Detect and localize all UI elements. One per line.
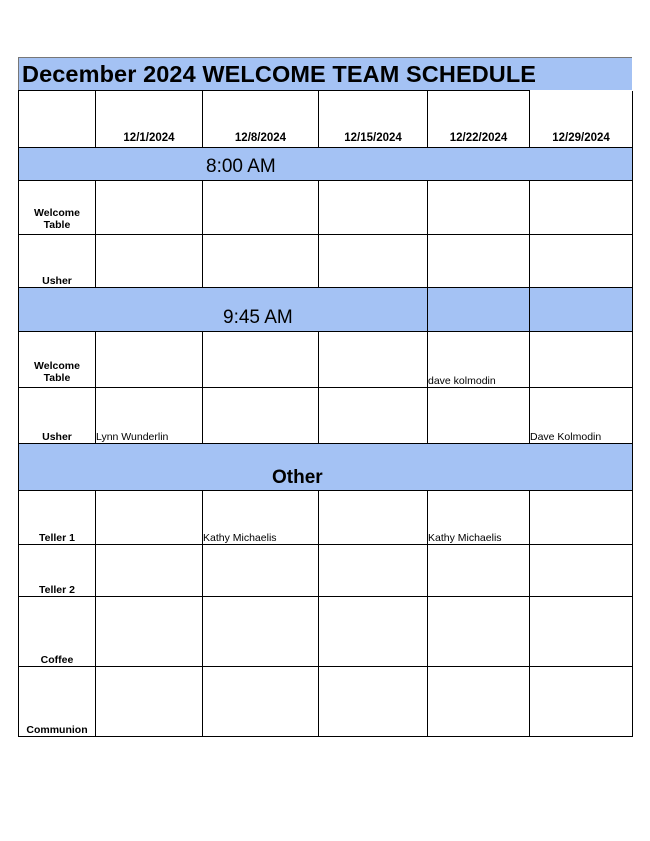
section-band <box>19 288 633 332</box>
schedule-cell[interactable] <box>319 597 428 667</box>
schedule-cell[interactable] <box>96 181 203 235</box>
schedule-cell[interactable] <box>203 235 319 288</box>
schedule-cell[interactable] <box>428 235 530 288</box>
table-row <box>19 388 633 444</box>
schedule-cell[interactable] <box>319 181 428 235</box>
schedule-cell[interactable] <box>203 667 319 737</box>
schedule-cell[interactable] <box>96 491 203 545</box>
role-label: Welcome Table <box>19 332 96 388</box>
section-band <box>19 444 633 491</box>
section-band <box>19 148 633 181</box>
schedule-cell[interactable] <box>319 667 428 737</box>
role-label: Teller 2 <box>19 545 96 597</box>
role-label: Usher <box>19 235 96 288</box>
schedule-cell[interactable] <box>428 545 530 597</box>
schedule-table <box>18 90 633 737</box>
date-header: 12/15/2024 <box>319 91 428 148</box>
section-heading: 8:00 AM <box>206 156 276 177</box>
schedule-cell[interactable] <box>530 332 633 388</box>
schedule-cell[interactable] <box>203 597 319 667</box>
table-row <box>19 181 633 235</box>
date-header: 12/8/2024 <box>203 91 319 148</box>
schedule-cell[interactable] <box>428 181 530 235</box>
section-heading: Other <box>272 467 323 488</box>
role-label: Usher <box>19 388 96 444</box>
schedule-cell[interactable]: Lynn Wunderlin <box>96 388 203 444</box>
table-row <box>19 491 633 545</box>
title-bar <box>18 57 632 90</box>
schedule-cell[interactable] <box>319 235 428 288</box>
table-row <box>19 667 633 737</box>
section-heading: 9:45 AM <box>223 307 293 328</box>
schedule-cell[interactable] <box>96 545 203 597</box>
table-row <box>19 235 633 288</box>
schedule-cell[interactable] <box>530 235 633 288</box>
schedule-cell[interactable] <box>319 388 428 444</box>
schedule-cell[interactable] <box>530 181 633 235</box>
role-label: Coffee <box>19 597 96 667</box>
table-row <box>19 545 633 597</box>
schedule-cell[interactable] <box>203 332 319 388</box>
schedule-cell[interactable] <box>203 545 319 597</box>
page-title: December 2024 WELCOME TEAM SCHEDULE <box>22 61 537 87</box>
table-row <box>19 597 633 667</box>
role-label: Teller 1 <box>19 491 96 545</box>
role-label: Communion <box>19 667 96 737</box>
date-header-row <box>19 91 633 148</box>
corner-cell <box>19 91 96 148</box>
schedule-cell[interactable] <box>530 597 633 667</box>
schedule-cell[interactable]: Kathy Michaelis <box>203 491 319 545</box>
schedule-cell[interactable] <box>428 667 530 737</box>
date-header: 12/29/2024 <box>530 91 633 148</box>
schedule-cell[interactable] <box>530 545 633 597</box>
date-header: 12/22/2024 <box>428 91 530 148</box>
schedule-cell[interactable] <box>319 491 428 545</box>
schedule-cell[interactable] <box>96 332 203 388</box>
schedule-cell[interactable] <box>428 597 530 667</box>
schedule-cell[interactable] <box>96 597 203 667</box>
role-label: Welcome Table <box>19 181 96 235</box>
schedule-cell[interactable] <box>319 332 428 388</box>
schedule-cell[interactable] <box>96 667 203 737</box>
schedule-cell[interactable]: dave kolmodin <box>428 332 530 388</box>
schedule-cell[interactable] <box>530 491 633 545</box>
schedule-cell[interactable] <box>530 667 633 737</box>
schedule-cell[interactable] <box>319 545 428 597</box>
schedule-cell[interactable] <box>428 388 530 444</box>
schedule-cell[interactable] <box>96 235 203 288</box>
date-header: 12/1/2024 <box>96 91 203 148</box>
schedule-cell[interactable]: Dave Kolmodin <box>530 388 633 444</box>
schedule-cell[interactable] <box>203 388 319 444</box>
table-row <box>19 332 633 388</box>
schedule-cell[interactable]: Kathy Michaelis <box>428 491 530 545</box>
schedule-cell[interactable] <box>203 181 319 235</box>
